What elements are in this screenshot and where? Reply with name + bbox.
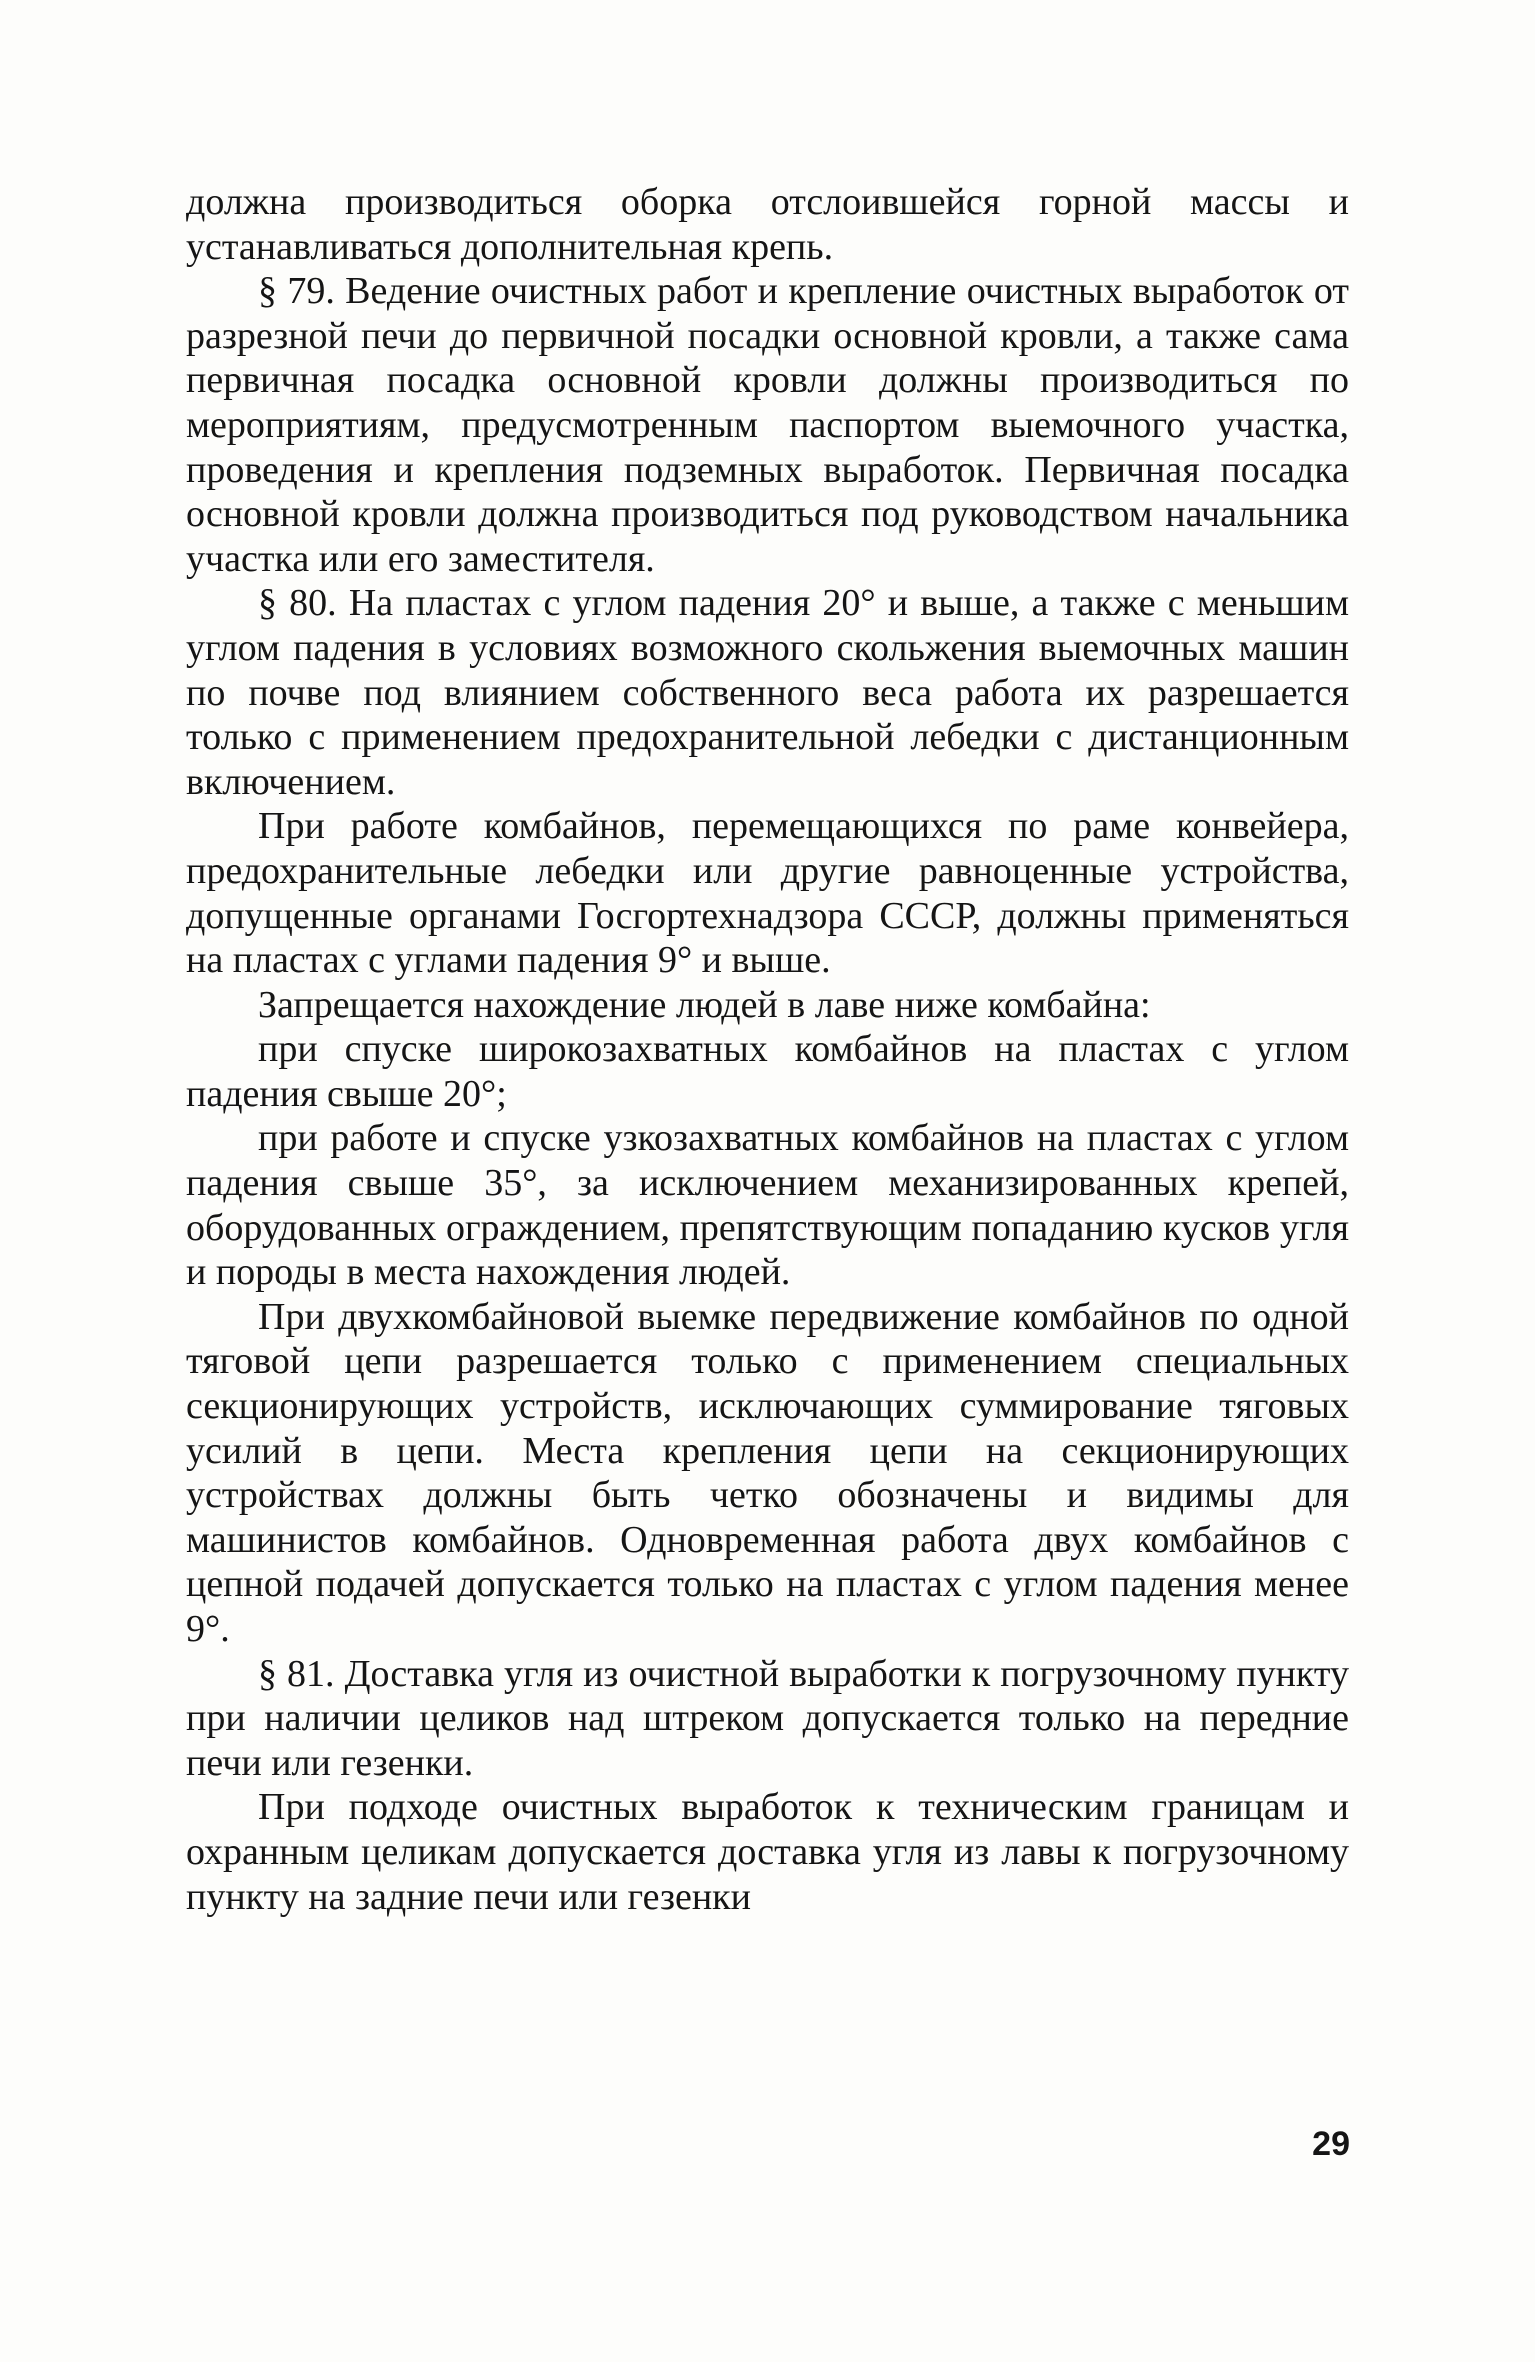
body-text: [186, 180, 1349, 1919]
paragraph-technical-boundaries: При подходе очистных выработок к техническим границам и охранным целикам допускается доставка угля из лавы к погрузочному пункту на задние печи или гезенки: [186, 1786, 1349, 1918]
paragraph-section-80: § 80. На пластах с углом падения 20° и выше, а также с меньшим углом падения в условиях возможного скольжения выемочных машин по почве под влиянием собственного веса работа их разрешается только с применением предохранительной лебедки с дистанционным включением.: [186, 582, 1349, 803]
paragraph-continuation: должна производиться оборка отслоившейся горной массы и устанавливаться дополнительная крепь.: [186, 181, 1349, 268]
page-number: 29: [1312, 2125, 1350, 2163]
paragraph-section-79: § 79. Ведение очистных работ и крепление очистных выработок от разрезной печи до первичной посадки основной кровли, а также сама первичная посадка основной кровли должны производиться по мероприятиям, предусмотренным паспортом выемочного участка, проведения и крепления подземных выработок. Первичная посадка основной кровли должна производиться под руководством начальника участка или его заместителя.: [186, 270, 1349, 580]
paragraph-combines-on-frame: При работе комбайнов, перемещающихся по раме конвейера, предохранительные лебедки или другие равноценные устройства, допущенные органами Госгортехнадзора СССР, должны применяться на пластах с углами падения 9° и выше.: [186, 805, 1349, 982]
paragraph-section-81: § 81. Доставка угля из очистной выработки к погрузочному пункту при наличии целиков над штреком допускается только на передние печи или гезенки.: [186, 1652, 1349, 1784]
paragraph-narrow-combines: при работе и спуске узкозахватных комбайнов на пластах с углом падения свыше 35°, за исключением механизированных крепей, оборудованных ограждением, препятствующим попаданию кусков угля и породы в места нахождения людей.: [186, 1117, 1349, 1294]
paragraph-wide-combines: при спуске широкозахватных комбайнов на пластах с углом падения свыше 20°;: [186, 1028, 1349, 1115]
paragraph-two-combines: При двухкомбайновой выемке передвижение комбайнов по одной тяговой цепи разрешается только с применением специальных секционирующих устройств, исключающих суммирование тяговых усилий в цепи. Места крепления цепи на секционирующих устройствах должны быть четко обозначены и видимы для машинистов комбайнов. Одновременная работа двух комбайнов с цепной подачей допускается только на пластах с углом падения менее 9°.: [186, 1295, 1349, 1650]
paragraph-prohibition: Запрещается нахождение людей в лаве ниже комбайна:: [258, 983, 1151, 1026]
